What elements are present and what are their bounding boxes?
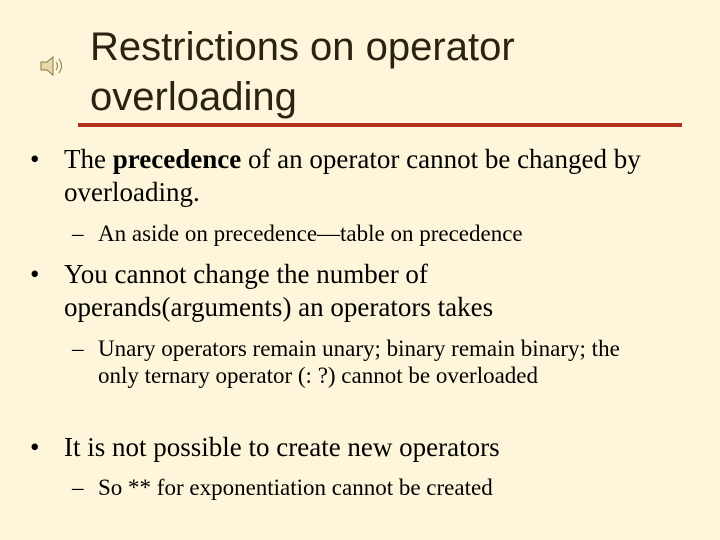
sub-bullet-marker: – <box>72 221 84 246</box>
sub-bullet-text: An aside on precedence—table on precedence <box>98 221 523 246</box>
bullet-text-prefix: The <box>64 144 113 174</box>
sub-bullet-marker: – <box>72 336 84 361</box>
bullet-text: You cannot change the number of operands(arguments) an operators takes <box>64 259 494 322</box>
bullet-new-operators <box>30 431 660 464</box>
bullet-precedence <box>30 143 660 209</box>
sub-bullet-unary-binary <box>72 335 652 389</box>
slide-title: Restrictions on operator overloading <box>90 25 515 119</box>
sub-bullet-text: Unary operators remain unary; binary remain binary; the only ternary operator (: ?) cannot be overloaded <box>98 336 620 388</box>
bullet-text-suffix: of an operator cannot be changed by overloading. <box>64 144 641 207</box>
sub-bullet-precedence-aside <box>72 220 652 247</box>
bullet-operands <box>30 258 660 324</box>
speaker-icon[interactable] <box>38 54 66 78</box>
sub-bullet-marker: – <box>72 475 84 500</box>
bullet-marker: • <box>30 259 40 289</box>
title-underline <box>78 123 682 127</box>
bullet-text <box>64 143 660 209</box>
bullet-marker: • <box>30 144 40 174</box>
sub-bullet-text: So ** for exponentiation cannot be created <box>98 475 493 500</box>
bullet-text: It is not possible to create new operators <box>64 432 500 462</box>
sub-bullet-exponentiation <box>72 474 652 501</box>
bullet-marker: • <box>30 432 40 462</box>
bullet-text-bold: precedence <box>112 144 242 174</box>
